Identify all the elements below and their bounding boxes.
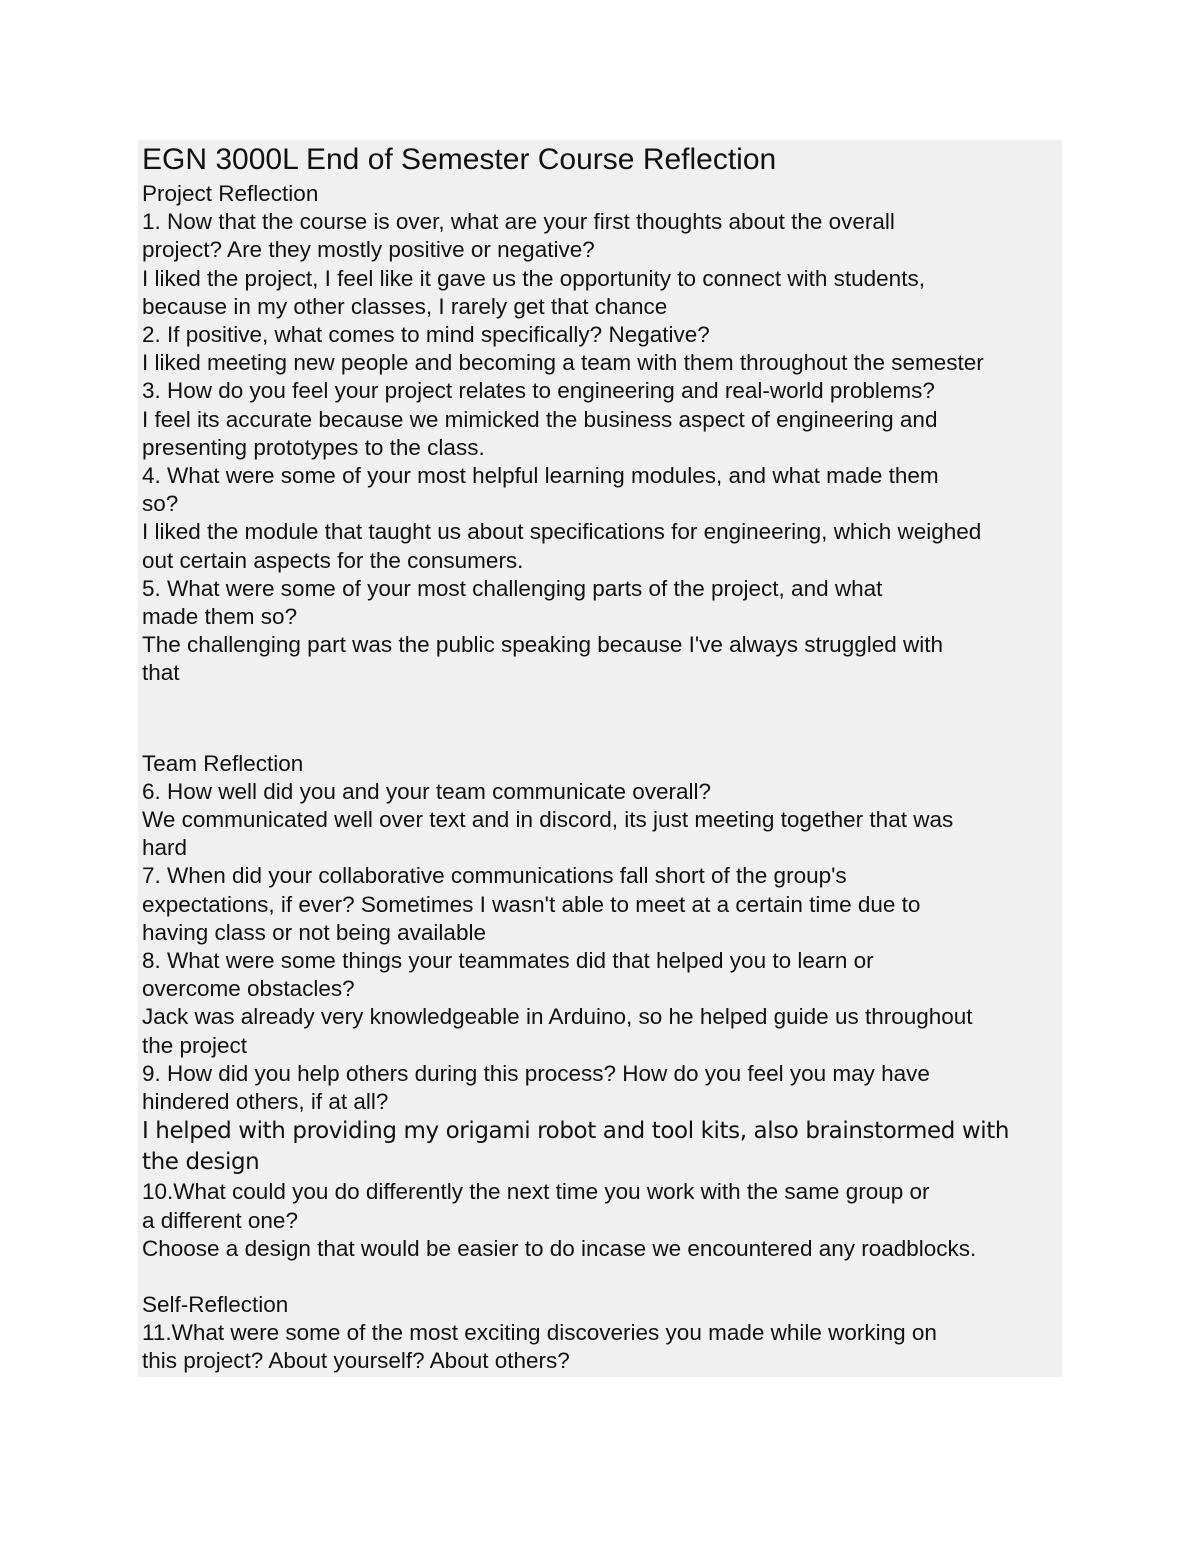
text-line: 4. What were some of your most helpful learning modules, and what made them [142,463,939,489]
text-line: 6. How well did you and your team communicate overall? [142,778,712,804]
text-line: Jack was already very knowledgeable in Arduino, so he helped guide us throughout [142,1004,973,1030]
text-line: out certain aspects for the consumers. [142,547,524,573]
text-line: 3. How do you feel your project relates to engineering and real-world problems? [142,378,935,404]
text-line: 11.What were some of the most exciting discoveries you made while working on [142,1320,937,1346]
project-reflection-section [142,180,1062,688]
team-reflection-lines [142,778,1062,1116]
text-line: I feel its accurate because we mimicked the business aspect of engineering and [142,406,938,432]
text-line: made them so? [142,604,298,630]
text-line: the design [142,1149,260,1176]
text-line: hard [142,835,188,861]
text-line: Choose a design that would be easier to do incase we encountered any roadblocks. [142,1235,977,1261]
text-line: We communicated well over text and in discord, its just meeting together that was [142,807,954,833]
section-heading: Self-Reflection [142,1291,289,1317]
section-heading: Project Reflection [142,181,319,206]
text-line: a different one? [142,1207,298,1233]
text-line: that [142,660,180,686]
text-line: presenting prototypes to the class. [142,434,485,460]
text-line: 9. How did you help others during this process? How do you feel you may have [142,1060,930,1086]
text-line: 2. If positive, what comes to mind specifically? Negative? [142,322,710,348]
text-line: this project? About yourself? About others? [142,1348,570,1374]
document-body [142,140,1062,1376]
text-line: 8. What were some things your teammates did that helped you to learn or [142,948,874,974]
text-line: The challenging part was the public speaking because I've always struggled with [142,632,944,658]
text-line: hindered others, if at all? [142,1089,389,1115]
project-reflection-lines [142,208,1062,687]
team-reflection-lines-continued [142,1178,1062,1263]
text-line: so? [142,491,179,517]
text-line: I helped with providing my origami robot and tool kits, also brainstormed with [142,1118,1010,1145]
text-line: I liked the module that taught us about specifications for engineering, which weighed [142,519,982,545]
document-title: EGN 3000L End of Semester Course Reflection [142,143,777,176]
text-line: 1. Now that the course is over, what are your first thoughts about the overall [142,209,895,235]
text-line: expectations, if ever? Sometimes I wasn't able to meet at a certain time due to [142,891,921,917]
spacer [142,688,1062,750]
text-line: because in my other classes, I rarely get that chance [142,293,668,319]
self-reflection-lines [142,1319,1062,1375]
section-heading: Team Reflection [142,750,304,776]
spacer [142,1263,1062,1291]
text-line: the project [142,1032,248,1058]
text-line: 7. When did your collaborative communications fall short of the group's [142,863,847,889]
answer-9-lines [142,1116,1062,1178]
text-line: I liked the project, I feel like it gave us the opportunity to connect with students, [142,265,925,291]
text-line: overcome obstacles? [142,976,355,1002]
text-line: project? Are they mostly positive or negative? [142,237,595,263]
text-line: 5. What were some of your most challenging parts of the project, and what [142,575,883,601]
text-line: 10.What could you do differently the next time you work with the same group or [142,1179,930,1205]
text-line: having class or not being available [142,919,486,945]
team-reflection-section [142,750,1062,1263]
text-line: I liked meeting new people and becoming a team with them throughout the semester [142,350,984,376]
self-reflection-section [142,1291,1062,1376]
